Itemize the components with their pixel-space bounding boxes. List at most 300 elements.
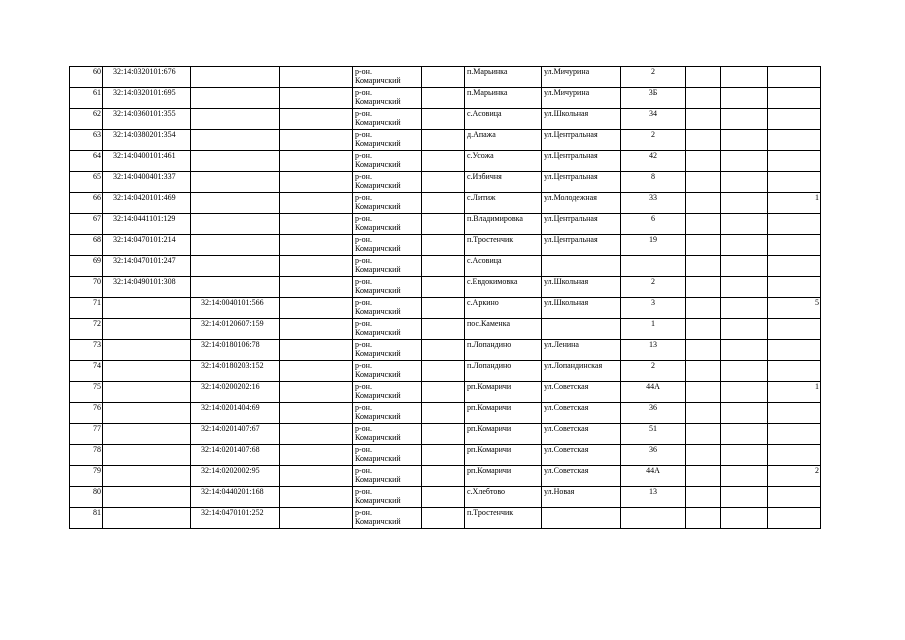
house-number-cell: 3 <box>621 298 686 319</box>
empty-cell <box>422 88 465 109</box>
settlement-cell: с.Асовица <box>465 256 542 277</box>
count-cell <box>768 256 821 277</box>
district-cell <box>353 193 422 214</box>
empty-cell <box>721 487 768 508</box>
house-number-cell: 2 <box>621 130 686 151</box>
empty-cell <box>280 277 353 298</box>
cadastral-number-1: 32:14:0400401:337 <box>103 172 191 193</box>
cadastral-number-2: 32:14:0200202:16 <box>191 382 280 403</box>
district-line-2: Комаричский <box>355 286 401 295</box>
empty-cell <box>721 277 768 298</box>
row-number: 69 <box>70 256 103 277</box>
row-number: 78 <box>70 445 103 466</box>
empty-cell <box>422 109 465 130</box>
settlement-cell: с.Асовица <box>465 109 542 130</box>
empty-cell <box>686 487 721 508</box>
settlement-cell: рп.Комаричи <box>465 424 542 445</box>
street-cell: ул.Центральная <box>542 214 621 235</box>
empty-cell <box>721 235 768 256</box>
district-line-1: р-он. <box>355 424 372 433</box>
settlement-cell: п.Владимировка <box>465 214 542 235</box>
empty-cell <box>422 340 465 361</box>
empty-cell <box>280 130 353 151</box>
street-cell: ул.Советская <box>542 382 621 403</box>
table-row <box>70 508 821 529</box>
district-line-2: Комаричский <box>355 244 401 253</box>
empty-cell <box>280 298 353 319</box>
row-number: 65 <box>70 172 103 193</box>
district-line-1: р-он. <box>355 256 372 265</box>
district-line-1: р-он. <box>355 130 372 139</box>
cadastral-number-2: 32:14:0180203:152 <box>191 361 280 382</box>
settlement-cell: с.Усожа <box>465 151 542 172</box>
empty-cell <box>721 298 768 319</box>
row-number: 72 <box>70 319 103 340</box>
cadastral-number-1 <box>103 340 191 361</box>
district-line-2: Комаричский <box>355 202 401 211</box>
table-row <box>70 235 821 256</box>
table-row <box>70 445 821 466</box>
district-line-2: Комаричский <box>355 349 401 358</box>
count-cell: 2 <box>768 466 821 487</box>
empty-cell <box>422 487 465 508</box>
table-row <box>70 466 821 487</box>
district-line-2: Комаричский <box>355 328 401 337</box>
district-line-2: Комаричский <box>355 370 401 379</box>
table-row <box>70 361 821 382</box>
district-cell <box>353 172 422 193</box>
empty-cell <box>721 382 768 403</box>
street-cell: ул.Школьная <box>542 277 621 298</box>
empty-cell <box>422 382 465 403</box>
empty-cell <box>721 256 768 277</box>
empty-cell <box>422 298 465 319</box>
empty-cell <box>422 193 465 214</box>
cadastral-number-2 <box>191 256 280 277</box>
empty-cell <box>686 130 721 151</box>
district-cell <box>353 235 422 256</box>
district-line-2: Комаричский <box>355 517 401 526</box>
empty-cell <box>280 88 353 109</box>
count-cell <box>768 424 821 445</box>
empty-cell <box>686 508 721 529</box>
district-line-2: Комаричский <box>355 160 401 169</box>
row-number: 70 <box>70 277 103 298</box>
count-cell <box>768 319 821 340</box>
table-row <box>70 487 821 508</box>
street-cell <box>542 319 621 340</box>
cadastral-number-2 <box>191 151 280 172</box>
settlement-cell: п.Марьинка <box>465 67 542 88</box>
street-cell: ул.Школьная <box>542 298 621 319</box>
empty-cell <box>280 109 353 130</box>
house-number-cell <box>621 508 686 529</box>
district-cell <box>353 508 422 529</box>
house-number-cell: 33 <box>621 193 686 214</box>
cadastral-number-2 <box>191 88 280 109</box>
empty-cell <box>686 340 721 361</box>
district-cell <box>353 403 422 424</box>
cadastral-number-2: 32:14:0120607:159 <box>191 319 280 340</box>
district-line-1: р-он. <box>355 508 372 517</box>
street-cell <box>542 256 621 277</box>
table-row <box>70 319 821 340</box>
house-number-cell: 13 <box>621 340 686 361</box>
district-line-1: р-он. <box>355 487 372 496</box>
empty-cell <box>686 424 721 445</box>
cadastral-number-1: 32:14:0470101:247 <box>103 256 191 277</box>
district-line-2: Комаричский <box>355 475 401 484</box>
cadastral-number-1: 32:14:0320101:695 <box>103 88 191 109</box>
district-line-1: р-он. <box>355 109 372 118</box>
cadastral-number-2: 32:14:0040101:566 <box>191 298 280 319</box>
cadastral-number-2: 32:14:0470101:252 <box>191 508 280 529</box>
street-cell: ул.Мичурина <box>542 88 621 109</box>
district-line-2: Комаричский <box>355 76 401 85</box>
empty-cell <box>721 193 768 214</box>
empty-cell <box>280 151 353 172</box>
table-row <box>70 214 821 235</box>
table-row <box>70 424 821 445</box>
settlement-cell: п.Тростенчик <box>465 508 542 529</box>
empty-cell <box>280 256 353 277</box>
street-cell: ул.Советская <box>542 403 621 424</box>
cadastral-number-2 <box>191 235 280 256</box>
district-cell <box>353 151 422 172</box>
district-cell <box>353 67 422 88</box>
cadastral-number-1 <box>103 487 191 508</box>
cadastral-number-1 <box>103 298 191 319</box>
settlement-cell: п.Тростенчик <box>465 235 542 256</box>
cadastral-number-1 <box>103 403 191 424</box>
empty-cell <box>686 67 721 88</box>
settlement-cell: рп.Комаричи <box>465 466 542 487</box>
house-number-cell: 13 <box>621 487 686 508</box>
empty-cell <box>721 340 768 361</box>
cadastral-number-2: 32:14:0440201:168 <box>191 487 280 508</box>
house-number-cell: 36 <box>621 445 686 466</box>
empty-cell <box>686 277 721 298</box>
empty-cell <box>721 109 768 130</box>
district-line-1: р-он. <box>355 466 372 475</box>
street-cell: ул.Советская <box>542 445 621 466</box>
count-cell <box>768 130 821 151</box>
district-cell <box>353 214 422 235</box>
street-cell: ул.Центральная <box>542 151 621 172</box>
count-cell <box>768 361 821 382</box>
count-cell <box>768 235 821 256</box>
cadastral-number-1: 32:14:0400101:461 <box>103 151 191 172</box>
empty-cell <box>686 403 721 424</box>
district-line-2: Комаричский <box>355 223 401 232</box>
row-number: 67 <box>70 214 103 235</box>
district-line-2: Комаричский <box>355 97 401 106</box>
district-line-1: р-он. <box>355 193 372 202</box>
empty-cell <box>721 88 768 109</box>
settlement-cell: рп.Комаричи <box>465 382 542 403</box>
cadastral-number-2 <box>191 277 280 298</box>
empty-cell <box>280 466 353 487</box>
street-cell <box>542 508 621 529</box>
house-number-cell: 44А <box>621 466 686 487</box>
district-line-2: Комаричский <box>355 265 401 274</box>
row-number: 66 <box>70 193 103 214</box>
empty-cell <box>686 235 721 256</box>
district-line-1: р-он. <box>355 214 372 223</box>
row-number: 74 <box>70 361 103 382</box>
empty-cell <box>721 67 768 88</box>
district-line-1: р-он. <box>355 361 372 370</box>
empty-cell <box>280 214 353 235</box>
settlement-cell: с.Евдокимовка <box>465 277 542 298</box>
table-row <box>70 256 821 277</box>
street-cell: ул.Молодежная <box>542 193 621 214</box>
empty-cell <box>422 151 465 172</box>
empty-cell <box>686 466 721 487</box>
district-line-1: р-он. <box>355 382 372 391</box>
cadastral-number-1: 32:14:0420101:469 <box>103 193 191 214</box>
street-cell: ул.Центральная <box>542 130 621 151</box>
count-cell <box>768 214 821 235</box>
table-row <box>70 130 821 151</box>
empty-cell <box>686 109 721 130</box>
row-number: 71 <box>70 298 103 319</box>
district-cell <box>353 277 422 298</box>
row-number: 68 <box>70 235 103 256</box>
count-cell <box>768 487 821 508</box>
district-cell <box>353 130 422 151</box>
count-cell <box>768 172 821 193</box>
cadastral-number-1 <box>103 319 191 340</box>
empty-cell <box>721 403 768 424</box>
district-line-1: р-он. <box>355 172 372 181</box>
house-number-cell: 44А <box>621 382 686 403</box>
empty-cell <box>686 361 721 382</box>
empty-cell <box>422 235 465 256</box>
district-cell <box>353 466 422 487</box>
empty-cell <box>422 277 465 298</box>
district-line-1: р-он. <box>355 403 372 412</box>
district-line-2: Комаричский <box>355 181 401 190</box>
cadastral-number-1: 32:14:0490101:308 <box>103 277 191 298</box>
street-cell: ул.Центральная <box>542 235 621 256</box>
district-line-1: р-он. <box>355 340 372 349</box>
empty-cell <box>422 130 465 151</box>
row-number: 73 <box>70 340 103 361</box>
cadastral-number-1: 32:14:0380201:354 <box>103 130 191 151</box>
district-cell <box>353 424 422 445</box>
settlement-cell: д.Апажа <box>465 130 542 151</box>
table-row <box>70 193 821 214</box>
street-cell: ул.Мичурина <box>542 67 621 88</box>
district-line-1: р-он. <box>355 67 372 76</box>
street-cell: ул.Ленина <box>542 340 621 361</box>
cadastral-number-1 <box>103 361 191 382</box>
settlement-cell: п.Марьинка <box>465 88 542 109</box>
empty-cell <box>422 172 465 193</box>
district-cell <box>353 298 422 319</box>
count-cell <box>768 277 821 298</box>
row-number: 61 <box>70 88 103 109</box>
empty-cell <box>422 214 465 235</box>
cadastral-number-2: 32:14:0180106:78 <box>191 340 280 361</box>
cadastral-number-1 <box>103 382 191 403</box>
empty-cell <box>422 424 465 445</box>
table-row <box>70 88 821 109</box>
cadastral-number-2 <box>191 193 280 214</box>
district-line-1: р-он. <box>355 151 372 160</box>
empty-cell <box>686 193 721 214</box>
district-line-1: р-он. <box>355 277 372 286</box>
address-table <box>69 66 821 529</box>
empty-cell <box>422 256 465 277</box>
settlement-cell: п.Лопандино <box>465 340 542 361</box>
house-number-cell: 3Б <box>621 88 686 109</box>
count-cell: 5 <box>768 298 821 319</box>
cadastral-number-1: 32:14:0441101:129 <box>103 214 191 235</box>
row-number: 60 <box>70 67 103 88</box>
district-cell <box>353 340 422 361</box>
empty-cell <box>280 235 353 256</box>
house-number-cell: 2 <box>621 361 686 382</box>
district-line-1: р-он. <box>355 235 372 244</box>
empty-cell <box>422 403 465 424</box>
empty-cell <box>422 319 465 340</box>
count-cell <box>768 88 821 109</box>
house-number-cell: 1 <box>621 319 686 340</box>
empty-cell <box>686 151 721 172</box>
count-cell <box>768 109 821 130</box>
district-line-1: р-он. <box>355 88 372 97</box>
row-number: 80 <box>70 487 103 508</box>
table-row <box>70 277 821 298</box>
empty-cell <box>686 319 721 340</box>
street-cell: ул.Советская <box>542 424 621 445</box>
cadastral-number-2: 32:14:0201407:68 <box>191 445 280 466</box>
empty-cell <box>280 193 353 214</box>
empty-cell <box>280 424 353 445</box>
empty-cell <box>280 361 353 382</box>
house-number-cell <box>621 256 686 277</box>
house-number-cell: 51 <box>621 424 686 445</box>
cadastral-number-1 <box>103 466 191 487</box>
empty-cell <box>686 298 721 319</box>
count-cell <box>768 445 821 466</box>
empty-cell <box>280 445 353 466</box>
cadastral-number-2 <box>191 130 280 151</box>
empty-cell <box>721 172 768 193</box>
house-number-cell: 8 <box>621 172 686 193</box>
count-cell <box>768 340 821 361</box>
district-line-1: р-он. <box>355 298 372 307</box>
cadastral-number-2: 32:14:0202002:95 <box>191 466 280 487</box>
table-row <box>70 403 821 424</box>
cadastral-number-1 <box>103 508 191 529</box>
house-number-cell: 6 <box>621 214 686 235</box>
district-line-2: Комаричский <box>355 433 401 442</box>
district-cell <box>353 88 422 109</box>
settlement-cell: п.Лопандино <box>465 361 542 382</box>
empty-cell <box>721 466 768 487</box>
house-number-cell: 2 <box>621 67 686 88</box>
cadastral-number-1 <box>103 445 191 466</box>
empty-cell <box>721 151 768 172</box>
district-line-2: Комаричский <box>355 412 401 421</box>
cadastral-number-1 <box>103 424 191 445</box>
district-line-2: Комаричский <box>355 118 401 127</box>
settlement-cell: с.Хлебтово <box>465 487 542 508</box>
cadastral-number-1: 32:14:0470101:214 <box>103 235 191 256</box>
row-number: 79 <box>70 466 103 487</box>
empty-cell <box>280 340 353 361</box>
row-number: 76 <box>70 403 103 424</box>
empty-cell <box>280 382 353 403</box>
empty-cell <box>686 88 721 109</box>
empty-cell <box>280 67 353 88</box>
house-number-cell: 42 <box>621 151 686 172</box>
settlement-cell: рп.Комаричи <box>465 445 542 466</box>
street-cell: ул.Школьная <box>542 109 621 130</box>
street-cell: ул.Центральная <box>542 172 621 193</box>
house-number-cell: 34 <box>621 109 686 130</box>
settlement-cell: с.Литиж <box>465 193 542 214</box>
empty-cell <box>686 256 721 277</box>
district-cell <box>353 445 422 466</box>
district-cell <box>353 109 422 130</box>
empty-cell <box>686 172 721 193</box>
cadastral-number-1: 32:14:0360101:355 <box>103 109 191 130</box>
row-number: 75 <box>70 382 103 403</box>
settlement-cell: с.Аркино <box>465 298 542 319</box>
table-row <box>70 109 821 130</box>
empty-cell <box>422 445 465 466</box>
cadastral-number-2: 32:14:0201404:69 <box>191 403 280 424</box>
empty-cell <box>280 319 353 340</box>
empty-cell <box>721 424 768 445</box>
empty-cell <box>686 445 721 466</box>
row-number: 81 <box>70 508 103 529</box>
district-line-2: Комаричский <box>355 454 401 463</box>
empty-cell <box>280 172 353 193</box>
district-line-1: р-он. <box>355 319 372 328</box>
street-cell: ул.Советская <box>542 466 621 487</box>
house-number-cell: 36 <box>621 403 686 424</box>
settlement-cell: с.Избичня <box>465 172 542 193</box>
empty-cell <box>280 403 353 424</box>
district-cell <box>353 256 422 277</box>
district-cell <box>353 361 422 382</box>
cadastral-number-2 <box>191 214 280 235</box>
table-row <box>70 340 821 361</box>
settlement-cell: рп.Комаричи <box>465 403 542 424</box>
district-cell <box>353 487 422 508</box>
district-cell <box>353 319 422 340</box>
district-line-2: Комаричский <box>355 496 401 505</box>
empty-cell <box>422 67 465 88</box>
empty-cell <box>422 361 465 382</box>
street-cell: ул.Новая <box>542 487 621 508</box>
table-body <box>70 67 821 529</box>
row-number: 62 <box>70 109 103 130</box>
table-row <box>70 172 821 193</box>
table-row <box>70 67 821 88</box>
table-row <box>70 298 821 319</box>
count-cell <box>768 508 821 529</box>
table-row <box>70 382 821 403</box>
empty-cell <box>686 382 721 403</box>
house-number-cell: 2 <box>621 277 686 298</box>
empty-cell <box>280 508 353 529</box>
